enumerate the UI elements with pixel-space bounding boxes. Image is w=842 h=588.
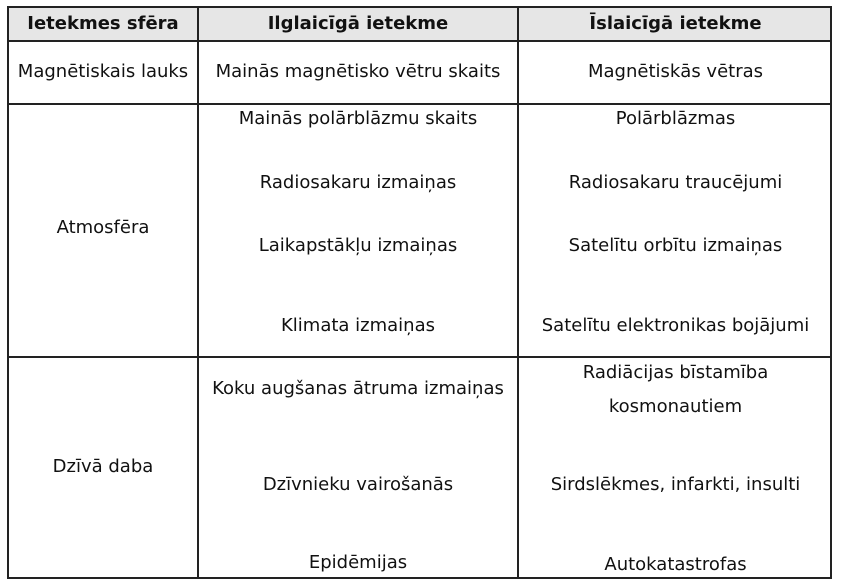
short-term-effect: Polārblāzmas [615, 108, 736, 129]
row-divider [9, 103, 830, 105]
long-term-effect: Epidēmijas [308, 552, 408, 573]
sphere-atmosphere: Atmosfēra [56, 217, 150, 238]
short-term-effect: Radiosakaru traucējumi [568, 172, 783, 193]
short-term-effect: Autokatastrofas [604, 554, 747, 575]
short-term-effect: Magnētiskās vētras [587, 61, 764, 82]
short-term-effect: kosmonautiem [608, 396, 743, 417]
short-term-effect: Sirdslēkmes, infarkti, insulti [550, 474, 801, 495]
long-term-effect: Mainās polārblāzmu skaits [238, 108, 478, 129]
row-divider [9, 356, 830, 358]
effects-table [7, 6, 832, 579]
short-term-effect: Radiācijas bīstamība [582, 362, 769, 383]
long-term-effect: Laikapstākļu izmaiņas [258, 235, 458, 256]
long-term-effect: Klimata izmaiņas [280, 315, 435, 336]
row-divider [9, 40, 830, 42]
header-short-term: Īslaicīgā ietekme [589, 13, 762, 34]
short-term-effect: Satelītu orbītu izmaiņas [568, 235, 783, 256]
short-term-effect: Satelītu elektronikas bojājumi [541, 315, 810, 336]
header-long-term: Ilglaicīgā ietekme [267, 13, 449, 34]
long-term-effect: Radiosakaru izmaiņas [259, 172, 457, 193]
sphere-magnetic-field: Magnētiskais lauks [17, 61, 189, 82]
long-term-effect: Dzīvnieku vairošanās [262, 474, 454, 495]
long-term-effect: Koku augšanas ātruma izmaiņas [212, 378, 504, 399]
long-term-effect: Mainās magnētisko vētru skaits [215, 61, 501, 82]
sphere-living-nature: Dzīvā daba [52, 456, 154, 477]
header-sphere: Ietekmes sfēra [27, 13, 179, 34]
